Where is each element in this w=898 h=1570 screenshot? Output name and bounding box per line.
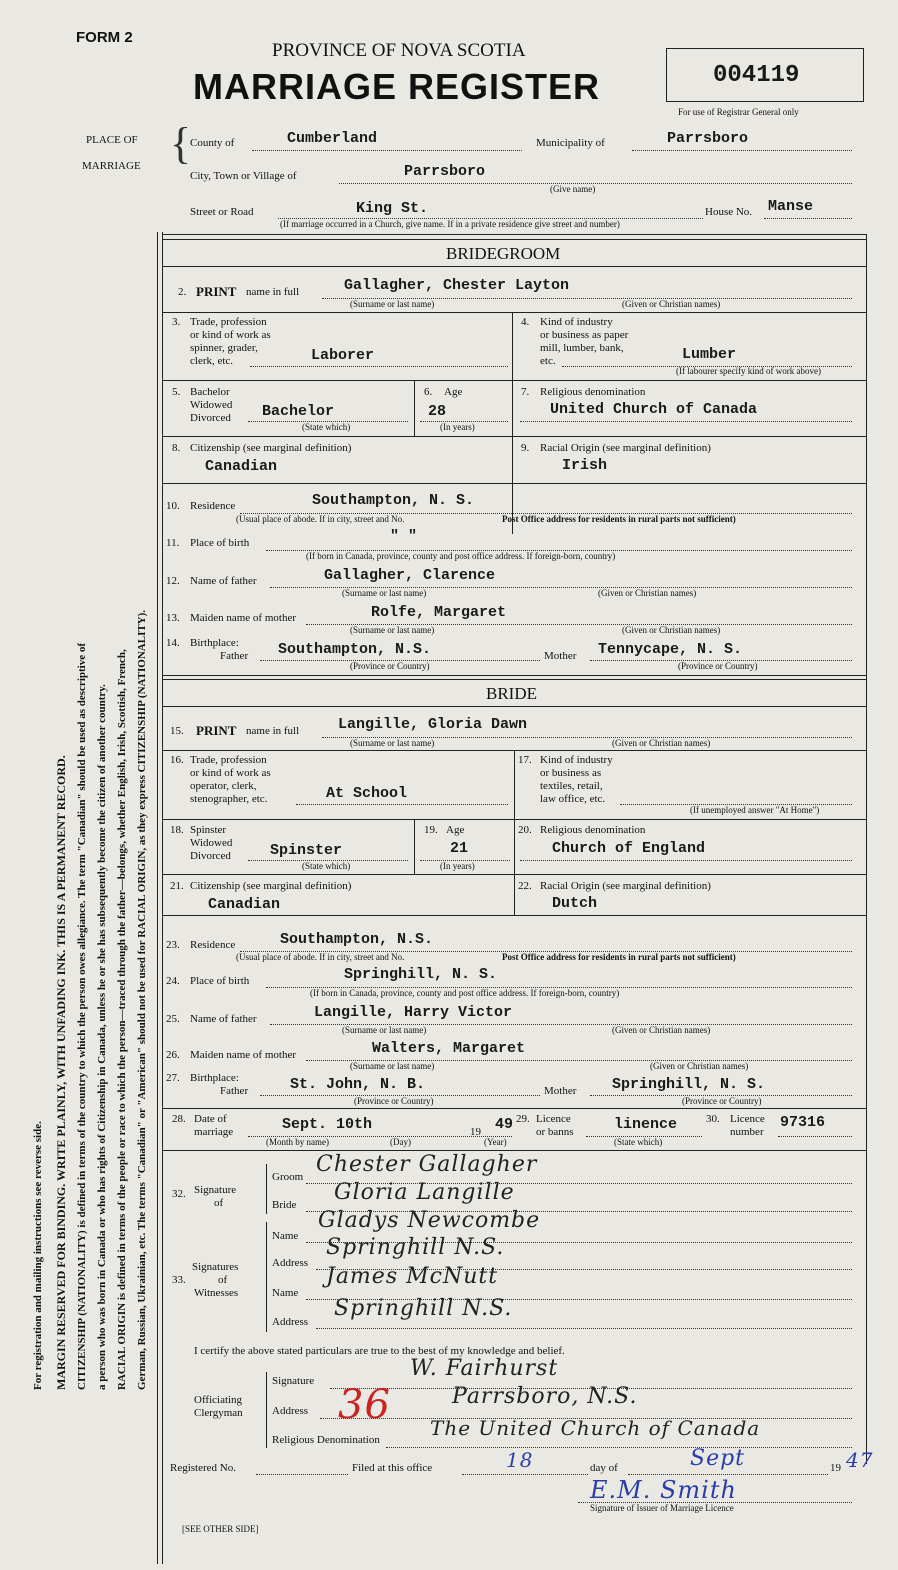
bride-father-prov-note: (Province or Country) [354,1096,434,1106]
groom-status-value: Bachelor [262,403,335,420]
registrar-note: For use of Registrar General only [678,107,799,117]
city-label: City, Town or Village of [190,170,297,182]
bride-industry-label-3: textiles, retail, [540,780,603,792]
form-number-label: FORM 2 [76,29,133,46]
witnesses-label-1: Signatures [192,1261,239,1273]
bride-industry-note: (If unemployed answer "At Home") [690,805,820,815]
groom-trade-label-3: spinner, grader, [190,342,258,354]
groom-racial-label: Racial Origin (see marginal definition) [540,442,711,454]
filed-label: Filed at this office [352,1462,433,1474]
county-label: County of [190,137,235,149]
province-heading: PROVINCE OF NOVA SCOTIA [272,40,526,61]
groom-industry-label-3: mill, lumber, bank, [540,342,624,354]
w2-name-label: Name [272,1287,299,1299]
bride-mother-label: Maiden name of mother [190,1049,296,1061]
bride-industry-label-2: or business as [540,767,602,779]
bride-status-label-3: Divorced [190,850,231,862]
margin-line-4: a person who was born in Canada or who has rights of Citizenship in Canada, unless he or she has subsequently become the citizen of another country. [96,684,108,1390]
municipality-label: Municipality of [536,137,605,149]
clergy-denom-label: Religious Denomination [272,1434,380,1446]
witness2-name: James McNutt [326,1264,499,1289]
clergy-address: Parrsboro, N.S. [452,1384,638,1409]
groom-n12: 12. [166,575,180,587]
bride-mother-prov-note: (Province or Country) [682,1096,762,1106]
groom-father-label: Name of father [190,575,257,587]
groom-mother-value: Rolfe, Margaret [371,604,507,621]
groom-birthplace-label: Birthplace: [190,637,239,649]
bride-mother-value: Walters, Margaret [372,1040,526,1057]
red-mark: 36 [338,1382,391,1428]
bride-n18: 18. [170,824,184,836]
witness1-name: Gladys Newcombe [318,1208,541,1233]
street-value: King St. [356,200,429,217]
groom-birth-value: " " [390,528,418,545]
groom-residence-note-b: Post Office address for residents in rural parts not sufficient) [502,514,736,524]
groom-trade-label-1: Trade, profession [190,316,267,328]
signature-of-label-2: of [214,1197,224,1209]
bride-status-note: (State which) [302,861,351,871]
bride-religion-value: Church of England [552,840,706,857]
groom-age-value: 28 [428,403,447,420]
bride-n26: 26. [166,1049,180,1061]
filed-year: 47 [846,1448,874,1472]
sig-n32: 32. [172,1188,186,1200]
bride-father-label: Name of father [190,1013,257,1025]
bride-trade-label-1: Trade, profession [190,754,267,766]
groom-n6: 6. [424,386,433,398]
clergy-signature: W. Fairhurst [410,1356,559,1381]
groom-citizenship-label: Citizenship (see marginal definition) [190,442,352,454]
bride-industry-label-4: law office, etc. [540,793,606,805]
bride-father-value: Langille, Harry Victor [314,1004,513,1021]
register-number: 004119 [713,62,800,89]
groom-status-label-3: Divorced [190,412,231,424]
house-label: House No. [705,206,753,218]
groom-industry-value: Lumber [682,346,737,363]
date-century: 19 [470,1126,481,1138]
bride-residence-note-b: Post Office address for residents in rural parts not sufficient) [502,952,736,962]
bride-n21: 21. [170,880,184,892]
licence-n29: 29. [516,1113,530,1125]
groom-n5: 5. [172,386,181,398]
groom-n3: 3. [172,316,181,328]
licence-no-label-1: Licence [730,1113,765,1125]
groom-age-label: Age [444,386,463,398]
issuer-signature: E.M. Smith [590,1476,737,1504]
issuer-label: Signature of Issuer of Marriage Licence [590,1503,734,1513]
groom-mother-birth-value: Tennycape, N. S. [598,641,743,658]
witnesses-label-3: Witnesses [194,1287,239,1299]
municipality-value: Parrsboro [667,130,749,147]
groom-trade-label-4: clerk, etc. [190,355,234,367]
bride-n17: 17. [518,754,532,766]
licence-state-note: (State which) [614,1137,663,1147]
bride-birth-note: (If born in Canada, province, county and post office address. If foreign-born, country) [310,988,620,998]
date-n28: 28. [172,1113,186,1125]
bride-racial-label: Racial Origin (see marginal definition) [540,880,711,892]
bride-status-label-1: Spinster [190,824,227,836]
w1-name-label: Name [272,1230,299,1242]
groom-residence-note-a: (Usual place of abode. If in city, street and No. [236,514,405,524]
bride-trade-label-3: operator, clerk, [190,780,257,792]
bride-residence-value: Southampton, N.S. [280,931,434,948]
give-name-note: (Give name) [550,184,596,194]
groom-status-label-1: Bachelor [190,386,230,398]
groom-industry-label-4: etc. [540,355,556,367]
witness1-address: Springhill N.S. [326,1235,505,1260]
bride-status-value: Spinster [270,842,343,859]
clergy-address-label: Address [272,1405,309,1417]
bride-print-label: PRINT [196,723,237,738]
groom-n4: 4. [521,316,530,328]
licence-n30: 30. [706,1113,720,1125]
county-value: Cumberland [287,130,378,147]
groom-mother-label: Maiden name of mother [190,612,296,624]
bride-sig-label: Bride [272,1199,297,1211]
w2-address-label: Address [272,1316,309,1328]
groom-father-value: Gallagher, Clarence [324,567,496,584]
bride-residence-note-a: (Usual place of abode. If in city, street and No. [236,952,405,962]
groom-status-label-2: Widowed [190,399,233,411]
bride-age-note: (In years) [440,861,475,871]
groom-field-number: 2. [178,286,187,298]
groom-surname-note: (Surname or last name) [350,299,435,309]
groom-n10: 10. [166,500,180,512]
bridegroom-heading: BRIDEGROOM [446,244,561,263]
groom-industry-label-1: Kind of industry [540,316,613,328]
filed-century: 19 [830,1462,841,1474]
groom-trade-label-2: or kind of work as [190,329,271,341]
bride-age-value: 21 [450,840,469,857]
groom-print-label: PRINT [196,284,237,299]
marriage-label: MARRIAGE [82,160,141,172]
bride-trade-value: At School [326,785,408,802]
groom-industry-note: (If labourer specify kind of work above) [676,366,821,376]
marriage-date-value: Sept. 10th [282,1116,373,1133]
margin-line-6: German, Russian, Ukrainian, etc. The terms "Canadian" or "American" should not be used for RACIAL ORIGIN, as they express CITIZENSHIP (NATIONALITY). [136,609,148,1390]
bride-mother-word: Mother [544,1085,577,1097]
licence-no-label-2: number [730,1126,764,1138]
bride-n15: 15. [170,725,184,737]
groom-religion-label: Religious denomination [540,386,646,398]
bride-status-label-2: Widowed [190,837,233,849]
groom-residence-value: Southampton, N. S. [312,492,475,509]
bride-father-given-note: (Given or Christian names) [612,1025,711,1035]
bride-birth-value: Springhill, N. S. [344,966,498,983]
groom-n14: 14. [166,637,180,649]
groom-n7: 7. [521,386,530,398]
bride-mother-surname-note: (Surname or last name) [350,1061,435,1071]
margin-line-3: CITIZENSHIP (NATIONALITY) is defined in terms of the country to which the person owes allegiance. The term "Canadian" should be used as descriptive of [76,642,88,1390]
house-value: Manse [768,198,814,215]
day-of-label: day of [590,1462,618,1474]
street-label: Street or Road [190,206,254,218]
groom-name-value: Gallagher, Chester Layton [344,277,570,294]
groom-residence-label: Residence [190,500,236,512]
groom-age-note: (In years) [440,422,475,432]
bride-mother-birth-value: Springhill, N. S. [612,1076,766,1093]
groom-trade-value: Laborer [311,347,375,364]
clergy-denomination: The United Church of Canada [430,1416,761,1440]
bride-father-birth-value: St. John, N. B. [290,1076,426,1093]
groom-n9: 9. [521,442,530,454]
bride-citizenship-label: Citizenship (see marginal definition) [190,880,352,892]
groom-citizenship-value: Canadian [205,458,278,475]
groom-given-note: (Given or Christian names) [622,299,721,309]
bride-n22: 22. [518,880,532,892]
document-title: MARRIAGE REGISTER [193,66,601,107]
date-label-2: marriage [194,1126,234,1138]
brace: { [170,119,192,168]
bride-birthplace-label: Birthplace: [190,1072,239,1084]
w1-address-label: Address [272,1257,309,1269]
bride-father-word: Father [220,1085,249,1097]
officiating-label-2: Clergyman [194,1407,243,1419]
signature-of-label-1: Signature [194,1184,237,1196]
bride-n19: 19. [424,824,438,836]
bride-signature: Gloria Langille [334,1180,515,1205]
see-other-side: [SEE OTHER SIDE] [182,1524,259,1534]
bride-n16: 16. [170,754,184,766]
day-note: (Day) [390,1137,411,1147]
filed-day: 18 [506,1448,534,1472]
bride-age-label: Age [446,824,465,836]
bride-birth-label: Place of birth [190,975,250,987]
date-label-1: Date of [194,1113,227,1125]
bride-trade-label-4: stenographer, etc. [190,793,268,805]
registered-label: Registered No. [170,1462,236,1474]
street-note: (If marriage occurred in a Church, give name. If in a private residence give street and number) [280,219,620,229]
clergy-sig-label: Signature [272,1375,315,1387]
groom-n8: 8. [172,442,181,454]
marriage-year-value: 49 [495,1116,514,1133]
groom-mother-word: Mother [544,650,577,662]
groom-birth-label: Place of birth [190,537,250,549]
groom-status-note: (State which) [302,422,351,432]
bride-n23: 23. [166,939,180,951]
groom-father-given-note: (Given or Christian names) [598,588,697,598]
bride-given-note: (Given or Christian names) [612,738,711,748]
bride-citizenship-value: Canadian [208,896,281,913]
groom-n13: 13. [166,612,180,624]
city-value: Parrsboro [404,163,486,180]
groom-father-birth-value: Southampton, N.S. [278,641,432,658]
groom-mother-prov-note: (Province or Country) [678,661,758,671]
groom-racial-value: Irish [562,457,608,474]
groom-sig-label: Groom [272,1171,304,1183]
groom-n11: 11. [166,537,180,549]
bride-trade-label-2: or kind of work as [190,767,271,779]
bride-racial-value: Dutch [552,895,598,912]
bride-name-value: Langille, Gloria Dawn [338,716,528,733]
groom-mother-surname-note: (Surname or last name) [350,625,435,635]
bride-n25: 25. [166,1013,180,1025]
groom-father-word: Father [220,650,249,662]
witnesses-label-2: of [218,1274,228,1286]
bride-mother-given-note: (Given or Christian names) [650,1061,749,1071]
place-of-label: PLACE OF [86,134,138,146]
month-note: (Month by name) [266,1137,329,1147]
bride-father-surname-note: (Surname or last name) [342,1025,427,1035]
groom-father-prov-note: (Province or Country) [350,661,430,671]
bride-industry-label-1: Kind of industry [540,754,613,766]
sig-n33: 33. [172,1274,186,1286]
bride-n24: 24. [166,975,180,987]
groom-religion-value: United Church of Canada [550,401,758,418]
bride-religion-label: Religious denomination [540,824,646,836]
groom-signature: Chester Gallagher [316,1152,538,1177]
bride-surname-note: (Surname or last name) [350,738,435,748]
groom-name-label: name in full [246,286,300,298]
licence-value: linence [614,1116,678,1133]
witness2-address: Springhill N.S. [334,1296,513,1321]
margin-line-1: For registration and mailing instructions see reverse side. [32,1121,44,1390]
licence-label-2: or banns [536,1126,574,1138]
licence-number-value: 97316 [780,1114,826,1131]
groom-birth-note: (If born in Canada, province, county and post office address. If foreign-born, country) [306,551,616,561]
bride-name-label: name in full [246,725,300,737]
groom-industry-label-2: or business as paper [540,329,629,341]
groom-mother-given-note: (Given or Christian names) [622,625,721,635]
bride-heading: BRIDE [486,684,537,703]
margin-line-5: RACIAL ORIGIN is defined in terms of the people or race to which the person—traced through the father—belongs, whether English, Irish, Scottish, French, [116,649,128,1390]
officiating-label-1: Officiating [194,1394,243,1406]
licence-label-1: Licence [536,1113,571,1125]
certify-statement: I certify the above stated particulars are true to the best of my knowledge and belief. [194,1345,565,1357]
groom-father-surname-note: (Surname or last name) [342,588,427,598]
year-note: (Year) [484,1137,507,1147]
bride-n20: 20. [518,824,532,836]
margin-line-2: MARGIN RESERVED FOR BINDING. WRITE PLAINLY, WITH UNFADING INK. THIS IS A PERMANENT RECORD. [54,755,68,1390]
filed-month: Sept [690,1446,746,1471]
bride-residence-label: Residence [190,939,236,951]
bride-n27: 27. [166,1072,180,1084]
